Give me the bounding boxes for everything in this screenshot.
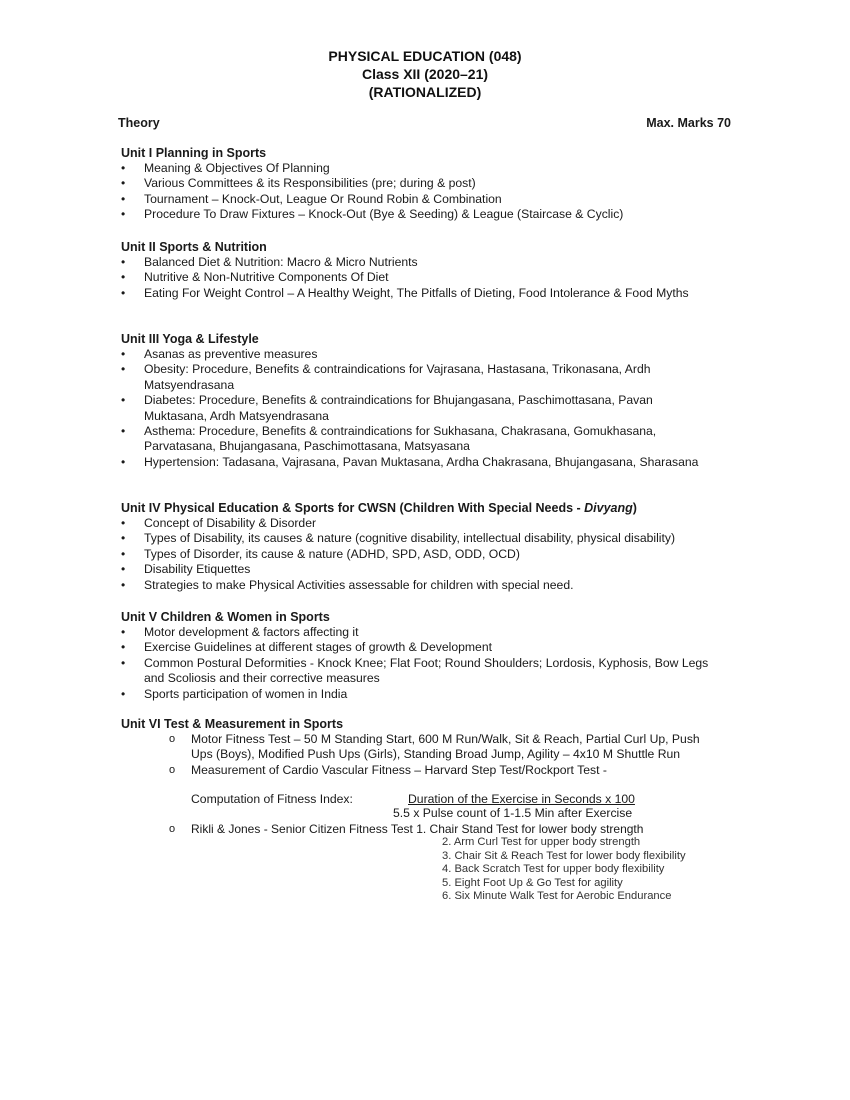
rikli-jones-tests	[442, 836, 686, 904]
theory-label: Theory	[118, 116, 160, 130]
bullet-icon: •	[121, 516, 126, 530]
test-item: 2. Arm Curl Test for upper body strength	[442, 836, 641, 848]
fitness-index-label: Computation of Fitness Index:	[191, 792, 353, 806]
formula-denominator: 5.5 x Pulse count of 1-1.5 Min after Exercise	[393, 806, 633, 820]
list-item-text: Concept of Disability & Disorder	[144, 516, 317, 530]
list-item	[121, 347, 701, 362]
list-item-text: Strategies to make Physical Activities assessable for children with special need.	[144, 577, 574, 592]
bullet-icon: •	[121, 207, 126, 222]
unit-title	[121, 500, 746, 516]
list-item	[121, 455, 701, 470]
bullet-icon: •	[121, 424, 126, 439]
unit-5-list	[121, 625, 726, 702]
unit-title-end: )	[632, 501, 637, 515]
list-item	[121, 362, 701, 393]
list-item-text: Motor development & factors affecting it	[144, 625, 359, 639]
test-item: 4. Back Scratch Test for upper body flexibility	[442, 863, 665, 875]
unit-6	[121, 716, 741, 778]
list-item	[121, 192, 741, 207]
list-item-text: Meaning & Objectives Of Planning	[144, 161, 330, 175]
list-item-text: Procedure To Draw Fixtures – Knock-Out (Bye & Seeding) & League (Staircase & Cyclic)	[144, 207, 624, 222]
list-item	[121, 763, 741, 778]
rikli-jones-text: Rikli & Jones - Senior Citizen Fitness Test 1. Chair Stand Test for lower body strength	[191, 822, 644, 836]
max-marks: Max. Marks 70	[646, 116, 731, 130]
bullet-icon: •	[121, 577, 126, 592]
unit-2	[121, 239, 701, 301]
bullet-icon: •	[121, 362, 126, 377]
list-item-text: Common Postural Deformities - Knock Knee; Flat Foot; Round Shoulders; Lordosis, Kyphosis, Bow Legs and Scoliosis and their corrective measures	[144, 655, 709, 686]
test-item: 6. Six Minute Walk Test for Aerobic Endurance	[442, 890, 672, 902]
bullet-icon: •	[121, 347, 126, 361]
bullet-icon: •	[121, 285, 126, 300]
list-item	[121, 732, 741, 763]
list-item-text: Balanced Diet & Nutrition: Macro & Micro Nutrients	[144, 255, 418, 269]
bullet-icon: •	[121, 191, 126, 206]
class-title: Class XII (2020–21)	[361, 66, 489, 82]
list-item	[121, 255, 701, 270]
list-item-text: Types of Disability, its causes & nature (cognitive disability, intellectual disability, physical disability)	[144, 531, 676, 546]
circle-bullet-icon: o	[169, 733, 176, 745]
list-item-text: Various Committees & its Responsibilities (pre; during & post)	[144, 176, 476, 191]
list-item	[121, 424, 701, 455]
list-item-text: Types of Disorder, its cause & nature (ADHD, SPD, ASD, ODD, OCD)	[144, 546, 520, 561]
list-item-text: Nutritive & Non-Nutritive Components Of Diet	[144, 270, 389, 285]
document-header	[0, 47, 850, 101]
list-item-text: Measurement of Cardio Vascular Fitness – Harvard Step Test/Rockport Test -	[191, 762, 607, 777]
unit-3-list	[121, 347, 701, 470]
unit-4-list	[121, 516, 746, 593]
unit-2-list	[121, 255, 701, 301]
list-item	[121, 516, 746, 531]
bullet-icon: •	[121, 686, 126, 701]
unit-1-list	[121, 161, 741, 223]
list-item	[121, 578, 746, 593]
bullet-icon: •	[121, 655, 126, 670]
list-item	[121, 640, 726, 655]
list-item-text: Eating For Weight Control – A Healthy Weight, The Pitfalls of Dieting, Food Intolerance & Food Myths	[144, 285, 689, 300]
circle-bullet-icon: o	[169, 763, 176, 776]
unit-title: Unit V Children & Women in Sports	[121, 610, 330, 624]
unit-title: Unit III Yoga & Lifestyle	[121, 332, 259, 346]
list-item-text: Obesity: Procedure, Benefits & contraindications for Vajrasana, Hastasana, Trikonasana, Ardh Matsyendrasana	[144, 362, 651, 392]
list-item	[121, 625, 726, 640]
circle-bullet-icon: o	[169, 823, 176, 835]
unit-title: Unit II Sports & Nutrition	[121, 240, 267, 254]
bullet-icon: •	[121, 625, 126, 639]
bullet-icon: •	[121, 255, 126, 269]
list-item	[121, 286, 701, 301]
list-item	[121, 531, 746, 546]
list-item-text: Hypertension: Tadasana, Vajrasana, Pavan Muktasana, Ardha Chakrasana, Bhujangasana, Sharasana	[144, 454, 699, 469]
bullet-icon: •	[121, 270, 126, 285]
list-item-text: Tournament – Knock-Out, League Or Round Robin & Combination	[144, 191, 502, 206]
unit-6-list	[121, 732, 741, 778]
unit-3	[121, 331, 701, 470]
test-item: 3. Chair Sit & Reach Test for lower body flexibility	[442, 849, 686, 862]
list-item-text: Exercise Guidelines at different stages of growth & Development	[144, 640, 492, 655]
list-item	[121, 176, 741, 191]
list-item-text: Asthema: Procedure, Benefits & contraindications for Sukhasana, Chakrasana, Gomukhasana, Parvatasana, Bhujangasana, Paschimottasana, Matsyasana	[144, 424, 657, 454]
bullet-icon: •	[121, 562, 126, 577]
list-item-text: Disability Etiquettes	[144, 562, 251, 577]
unit-title-italic: Divyang	[584, 501, 633, 515]
bullet-icon: •	[121, 531, 126, 546]
bullet-icon: •	[121, 454, 126, 469]
formula-numerator: Duration of the Exercise in Seconds x 100	[408, 792, 635, 806]
list-item	[121, 656, 726, 687]
subject-title: PHYSICAL EDUCATION (048)	[328, 48, 522, 64]
list-item	[121, 687, 726, 702]
list-item-text: Diabetes: Procedure, Benefits & contraindications for Bhujangasana, Paschimottasana, Pavan Muktasana, Ardh Matsyendrasana	[144, 393, 653, 423]
bullet-icon: •	[121, 640, 126, 655]
unit-title: Unit I Planning in Sports	[121, 146, 267, 160]
unit-title: Unit VI Test & Measurement in Sports	[121, 717, 344, 731]
bullet-icon: •	[121, 176, 126, 191]
list-item	[121, 547, 746, 562]
unit-1	[121, 145, 741, 223]
rationalized-note: (RATIONALIZED)	[368, 84, 482, 100]
list-item-text: Sports participation of women in India	[144, 686, 348, 701]
bullet-icon: •	[121, 393, 126, 408]
bullet-icon: •	[121, 161, 126, 175]
list-item	[121, 393, 701, 424]
list-item	[121, 161, 741, 176]
unit-4	[121, 500, 746, 593]
bullet-icon: •	[121, 546, 126, 561]
list-item	[121, 270, 701, 285]
unit-5	[121, 609, 726, 702]
list-item-text: Asanas as preventive measures	[144, 347, 318, 361]
unit-title-main: Unit IV Physical Education & Sports for CWSN (Children With Special Needs -	[121, 501, 585, 515]
list-item	[121, 207, 741, 222]
test-item: 5. Eight Foot Up & Go Test for agility	[442, 876, 623, 889]
list-item	[121, 562, 746, 577]
list-item-text: Motor Fitness Test – 50 M Standing Start, 600 M Run/Walk, Sit & Reach, Partial Curl Up, Push Ups (Boys), Modified Push Ups (Girls), Standing Broad Jump, Agility – 4x10 M Shuttle Run	[191, 732, 700, 762]
